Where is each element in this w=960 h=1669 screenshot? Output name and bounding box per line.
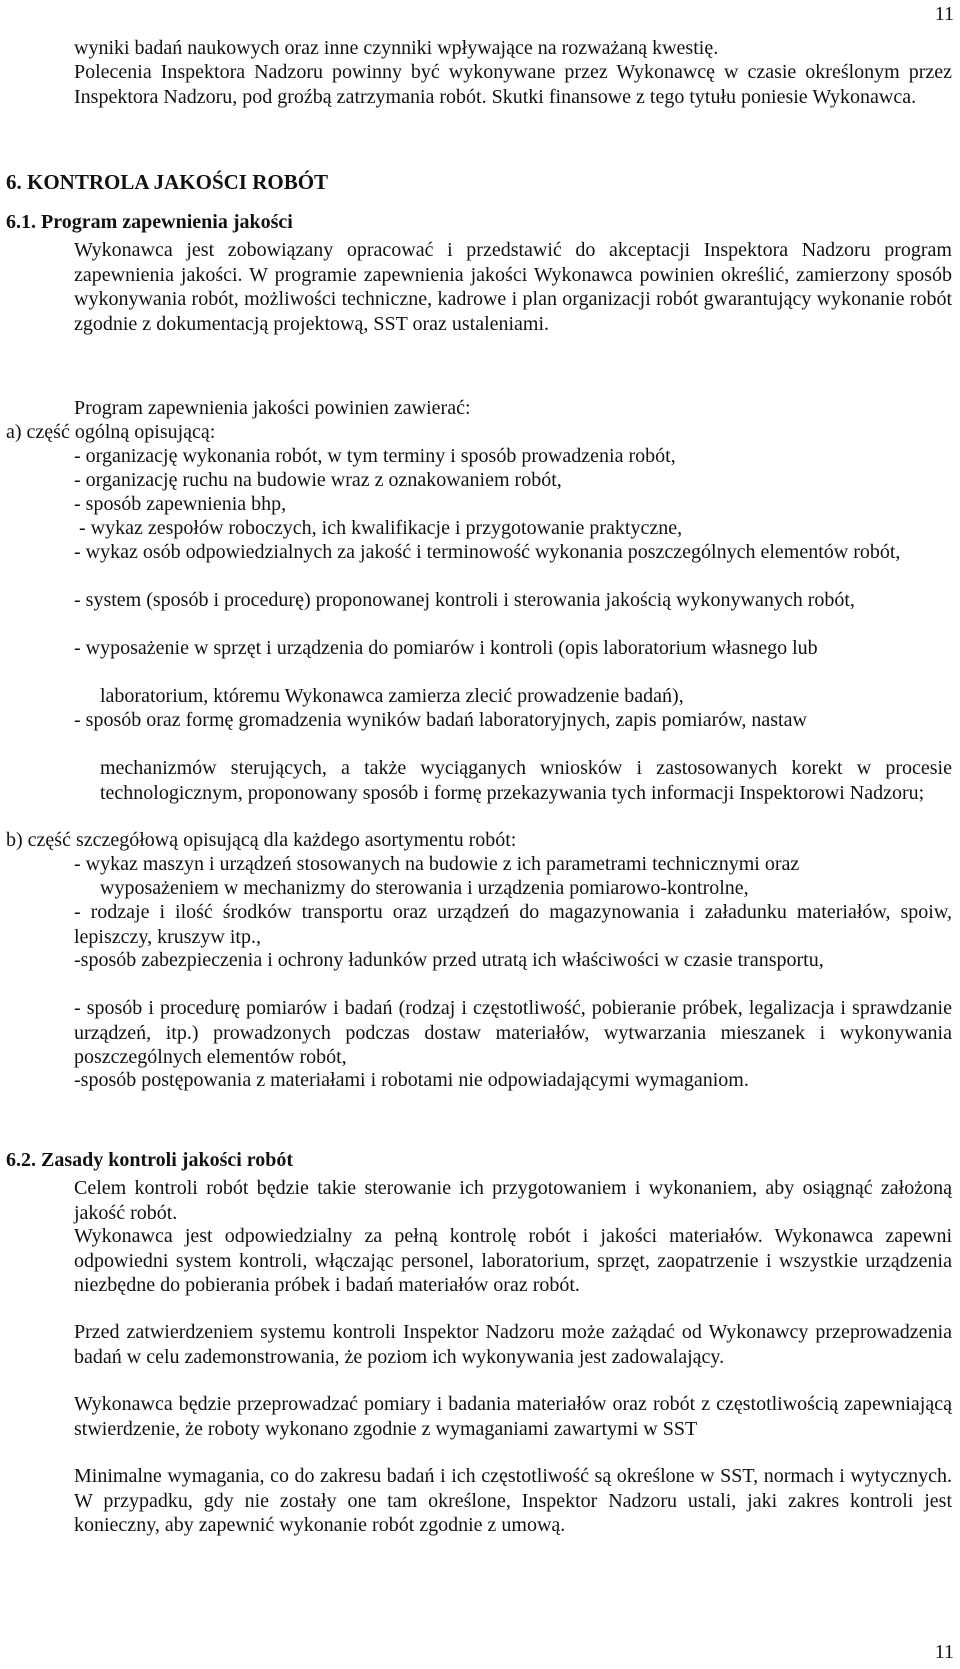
section-6-2-paragraph: Przed zatwierdzeniem systemu kontroli Inspektor Nadzoru może zażądać od Wykonawcy przeprowadzenia badań w celu zademonstrowania, że poziom ich wykonywania jest zadowalający. (74, 1321, 952, 1368)
section-6-2-heading: 6.2. Zasady kontroli jakości robót (6, 1149, 294, 1171)
page-number-bottom: 11 (934, 1641, 954, 1663)
section-6-2-paragraph: Wykonawca jest odpowiedzialny za pełną kontrolę robót i jakości materiałów. Wykonawca zapewni odpowiedni system kontroli, włączając personel, laboratorium, sprzęt, zaopatrzenie i wszystkie urządzenia niezbędne do pobierania próbek i badań materiałów oraz robót. (74, 1225, 952, 1296)
intro-paragraph: Polecenia Inspektora Nadzoru powinny być wykonywane przez Wykonawcę w czasie określonym przez Inspektora Nadzoru, pod groźbą zatrzymania robót. Skutki finansowe z tego tytułu poniesie Wykonawca. (74, 61, 952, 108)
part-a-item: - wykaz zespołów roboczych, ich kwalifikacje i przygotowanie praktyczne, (74, 517, 683, 539)
intro-line-1: wyniki badań naukowych oraz inne czynniki wpływające na rozważaną kwestię. (74, 37, 719, 59)
part-b-item-continuation: wyposażeniem w mechanizmy do sterowania i urządzenia pomiarowo-kontrolne, (100, 877, 749, 899)
part-a-label: a) część ogólną opisującą: (6, 421, 216, 443)
section-6-1-paragraph: Wykonawca jest zobowiązany opracować i przedstawić do akceptacji Inspektora Nadzoru program zapewnienia jakości. W programie zapewnienia jakości Wykonawca powinien określić, zamierzony sposób wykonywania robót, możliwości techniczne, kadrowe i plan organizacji robót gwarantujący wykonanie robót zgodnie z dokumentacją projektową, SST oraz ustaleniami. (74, 239, 952, 335)
part-a-item: - wyposażenie w sprzęt i urządzenia do pomiarów i kontroli (opis laboratorium własnego lub (74, 637, 818, 659)
part-a-item: - sposób zapewnienia bhp, (74, 493, 287, 515)
part-b-item: - sposób i procedurę pomiarów i badań (rodzaj i częstotliwość, pobieranie próbek, legalizacja i sprawdzanie urządzeń, itp.) prowadzonych podczas dostaw materiałów, wytwarzania mieszanek i wykonywania poszczególnych elementów robót, (74, 997, 952, 1068)
section-6-2-paragraph: Minimalne wymagania, co do zakresu badań i ich częstotliwość są określone w SST, normach i wytycznych. W przypadku, gdy nie zostały one tam określone, Inspektor Nadzoru ustali, jaki zakres kontroli jest konieczny, aby zapewnić wykonanie robót zgodnie z umową. (74, 1465, 952, 1536)
part-b-item: -sposób zabezpieczenia i ochrony ładunków przed utratą ich właściwości w czasie transportu, (74, 949, 824, 971)
part-b-item: - wykaz maszyn i urządzeń stosowanych na budowie z ich parametrami technicznymi oraz (74, 853, 800, 875)
part-a-item: - wykaz osób odpowiedzialnych za jakość i terminowość wykonania poszczególnych elementów robót, (74, 541, 901, 563)
part-a-item: - system (sposób i procedurę) proponowanej kontroli i sterowania jakością wykonywanych robót, (74, 589, 855, 611)
section-6-2-paragraph: Celem kontroli robót będzie takie sterowanie ich przygotowaniem i wykonaniem, aby osiągnąć założoną jakość robót. (74, 1177, 952, 1224)
part-b-item: - rodzaje i ilość środków transportu oraz urządzeń do magazynowania i załadunku materiałów, spoiw, lepiszczy, kruszyw itp., (74, 901, 952, 948)
part-b-item: -sposób postępowania z materiałami i robotami nie odpowiadającymi wymaganiom. (74, 1069, 749, 1091)
section-6-2-paragraph: Wykonawca będzie przeprowadzać pomiary i badania materiałów oraz robót z częstotliwością zapewniającą stwierdzenie, że roboty wykonano zgodnie z wymaganiami zawartymi w SST (74, 1393, 952, 1440)
part-a-item: - sposób oraz formę gromadzenia wyników badań laboratoryjnych, zapis pomiarów, nastaw (74, 709, 807, 731)
part-a-item-continuation: laboratorium, któremu Wykonawca zamierza zlecić prowadzenie badań), (100, 685, 684, 707)
section-6-1-heading: 6.1. Program zapewnienia jakości (6, 211, 293, 233)
part-b-label: b) część szczegółową opisującą dla każdego asortymentu robót: (6, 829, 517, 851)
list-intro: Program zapewnienia jakości powinien zawierać: (74, 397, 471, 419)
part-a-item: - organizację ruchu na budowie wraz z oznakowaniem robót, (74, 469, 562, 491)
section-6-heading: 6. KONTROLA JAKOŚCI ROBÓT (6, 170, 329, 194)
page-number-top: 11 (934, 3, 954, 25)
part-a-item-continuation: mechanizmów sterujących, a także wyciąganych wniosków i zastosowanych korekt w procesie technologicznym, proponowany sposób i formę przekazywania tych informacji Inspektorowi Nadzoru; (100, 757, 952, 804)
part-a-item: - organizację wykonania robót, w tym terminy i sposób prowadzenia robót, (74, 445, 676, 467)
